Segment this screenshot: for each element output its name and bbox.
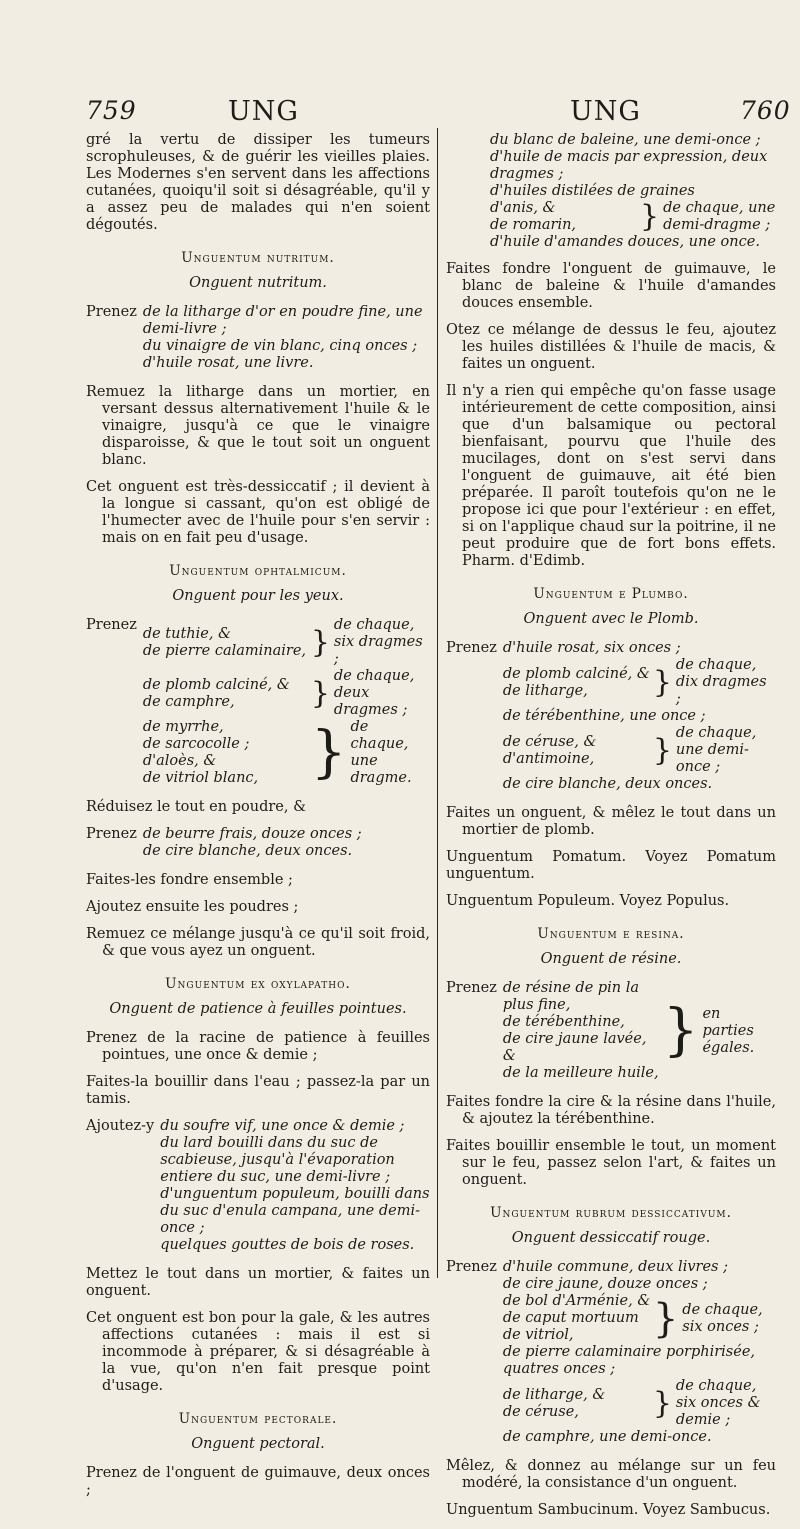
recipe bbox=[86, 1118, 430, 1254]
ingredient: de résine de pin la plus fine, bbox=[502, 980, 640, 1013]
ingredient: de vitriol blanc, bbox=[142, 770, 259, 786]
section-title: Unguentum ophtalmicum. bbox=[169, 563, 347, 579]
group-quantity: de chaque, six onces & demie ; bbox=[675, 1378, 761, 1428]
group-quantity: de chaque, une demi-once ; bbox=[675, 725, 757, 775]
ingredient: quelques gouttes de bois de roses. bbox=[160, 1237, 415, 1253]
ingredient: de litharge, & bbox=[502, 1386, 606, 1403]
recipe bbox=[86, 826, 430, 860]
ingredient: d'huile commune, deux livres ; bbox=[502, 1259, 728, 1275]
ingredient-group bbox=[503, 657, 776, 708]
recipe-lead: Prenez bbox=[86, 617, 137, 633]
brace: } bbox=[652, 732, 672, 768]
group-quantity: de chaque, dix dragmes ; bbox=[675, 657, 767, 707]
ingredient: de cire jaune lavée, & bbox=[502, 1031, 647, 1064]
column-divider bbox=[437, 128, 438, 1278]
ingredient-group bbox=[143, 719, 430, 787]
section-title: Unguentum ex oxylapatho. bbox=[165, 976, 351, 992]
group-quantity: de chaque, six onces ; bbox=[682, 1301, 763, 1335]
ingredient: de sarcocolle ; bbox=[142, 736, 250, 752]
ingredient-group bbox=[143, 617, 430, 668]
section-subtitle: Onguent de résine. bbox=[540, 951, 682, 967]
recipe-continuation bbox=[446, 132, 776, 251]
ingredient: de litharge, bbox=[502, 682, 588, 699]
ingredient: de térébenthine, bbox=[502, 1014, 625, 1030]
ingredient: de pierre calaminaire, bbox=[142, 642, 307, 659]
paragraph: Faites un onguent, & mêlez le tout dans un mortier de plomb. bbox=[446, 805, 776, 838]
recipe-lead: Ajoutez-y bbox=[86, 1118, 155, 1134]
paragraph: Ajoutez ensuite les poudres ; bbox=[86, 899, 299, 915]
paragraph: Faites-les fondre ensemble ; bbox=[86, 872, 293, 888]
ingredient: de plomb calciné, & bbox=[502, 665, 650, 682]
ingredient: du soufre vif, une once & demie ; bbox=[160, 1118, 405, 1134]
recipe bbox=[86, 304, 430, 372]
group-quantity: de chaque, six dragmes ; bbox=[333, 617, 423, 667]
recipe bbox=[446, 640, 776, 793]
paragraph: Remuez la litharge dans un mortier, en versant dessus alternativement l'huile & le vinaigre, jusqu'à ce que le vinaigre disparoisse, & que le tout soit un onguent blanc. bbox=[86, 384, 430, 468]
section-subtitle: Onguent de patience à feuilles pointues. bbox=[109, 1001, 407, 1017]
left-column bbox=[86, 132, 430, 1509]
section-subtitle: Onguent avec le Plomb. bbox=[523, 611, 699, 627]
ingredient: de pierre calaminaire porphirisée, quatres onces ; bbox=[502, 1344, 756, 1377]
cross-reference: Unguentum Pomatum. Voyez Pomatum unguentum. bbox=[446, 849, 776, 882]
section-title: Unguentum e Plumbo. bbox=[533, 586, 689, 602]
ingredient-group bbox=[490, 200, 776, 234]
ingredient: de cire blanche, deux onces. bbox=[502, 776, 713, 792]
ingredient: de cire blanche, deux onces. bbox=[142, 843, 353, 859]
paragraph: Il n'y a rien qui empêche qu'on fasse usage intérieurement de cette composition, ainsi que d'un balsamique ou pectoral bienfaisant, pourvu que l'huile des mucilages, dont on s'est servi dans l'onguent de guimauve, ait été bien préparée. Il paroît toutefois qu'on ne le propose ici que pour l'extérieur : en effet, si on l'applique chaud sur la poitrine, il ne peut produire que de fort bons effets. Pharm. d'Edimb. bbox=[446, 383, 776, 569]
ingredient: de plomb calciné, & bbox=[142, 676, 290, 693]
brace: } bbox=[310, 675, 330, 711]
ingredient: d'huile d'amandes douces, une once. bbox=[490, 234, 760, 250]
recipe-lead: Prenez bbox=[86, 304, 137, 320]
ingredient: d'antimoine, bbox=[502, 750, 595, 767]
recipe bbox=[446, 980, 776, 1082]
brace: } bbox=[310, 624, 330, 660]
recipe bbox=[86, 617, 430, 787]
ingredient: de tuthie, & bbox=[142, 625, 231, 642]
ingredient: d'huile rosat, une livre. bbox=[142, 355, 314, 371]
ingredient: d'huiles distilées de graines bbox=[490, 183, 695, 199]
ingredient: de romarin, bbox=[490, 217, 577, 233]
ingredient: de caput mortuum de vitriol, bbox=[502, 1310, 639, 1343]
recipe-lead: Prenez bbox=[446, 1259, 497, 1275]
section-title: Unguentum rubrum dessiccativum. bbox=[490, 1205, 732, 1221]
section-subtitle: Onguent dessiccatif rouge. bbox=[511, 1230, 711, 1246]
brace: } bbox=[310, 720, 347, 785]
brace: } bbox=[662, 998, 699, 1063]
ingredient: de bol d'Arménie, & bbox=[502, 1293, 651, 1309]
group-quantity: de chaque, une dragme. bbox=[350, 719, 412, 786]
paragraph: Faites-la bouillir dans l'eau ; passez-la par un tamis. bbox=[86, 1074, 430, 1107]
ingredient: du blanc de baleine, une demi-once ; bbox=[490, 132, 761, 148]
ingredient: d'aloès, & bbox=[142, 753, 217, 769]
paragraph: gré la vertu de dissiper les tumeurs scrophuleuses, & de guérir les vieilles plaies. Les Modernes s'en servent dans les affections cutanées, quoiqu'il soit si désagréable, qu'il y a assez peu de malades qui n'en soient dégoutés. bbox=[86, 132, 430, 233]
ingredient: de la meilleure huile, bbox=[502, 1065, 659, 1081]
ingredient: de camphre, bbox=[142, 693, 235, 710]
left-running-head: UNG bbox=[228, 96, 299, 127]
ingredient-group bbox=[503, 1378, 776, 1429]
brace: } bbox=[652, 1385, 672, 1421]
ingredient: du vinaigre de vin blanc, cinq onces ; bbox=[142, 338, 418, 354]
ingredient: d'huile de macis par expression, deux dragmes ; bbox=[490, 149, 768, 182]
section-subtitle: Onguent pour les yeux. bbox=[172, 588, 344, 604]
cross-reference: Unguentum Sambucinum. Voyez Sambucus. bbox=[446, 1502, 771, 1518]
ingredient: de térébenthine, une once ; bbox=[502, 708, 706, 724]
cross-reference: Unguentum Populeum. Voyez Populus. bbox=[446, 893, 730, 909]
ingredient: d'anis, & bbox=[490, 200, 556, 216]
ingredient-group bbox=[143, 668, 430, 719]
brace: } bbox=[652, 664, 672, 700]
recipe bbox=[446, 1259, 776, 1446]
right-page-number: 760 bbox=[740, 96, 791, 125]
recipe-lead: Prenez bbox=[446, 980, 497, 996]
section-title: Unguentum nutritum. bbox=[181, 250, 335, 266]
paragraph: Remuez ce mélange jusqu'à ce qu'il soit froid, & que vous ayez un onguent. bbox=[86, 926, 430, 959]
section-subtitle: Onguent nutritum. bbox=[189, 275, 327, 291]
group-quantity: de chaque, une demi-dragme ; bbox=[663, 200, 776, 233]
paragraph: Cet onguent est très-dessiccatif ; il devient à la longue si cassant, qu'on est obligé de l'humecter avec de l'huile pour s'en servir : mais on en fait peu d'usage. bbox=[86, 479, 430, 546]
paragraph: Cet onguent est bon pour la gale, & les autres affections cutanées : mais il est si incommode à préparer, & si désagréable à la vue, qu'on n'en fait presque point d'usage. bbox=[86, 1310, 430, 1394]
ingredient: de la litharge d'or en poudre fine, une demi-livre ; bbox=[142, 304, 423, 337]
group-quantity: de chaque, deux dragmes ; bbox=[333, 668, 415, 718]
paragraph: Réduisez le tout en poudre, & bbox=[86, 799, 306, 815]
ingredient: du lard bouilli dans du suc de scabieuse, jusqu'à l'évaporation entiere du suc, une demi-livre ; bbox=[160, 1135, 395, 1185]
paragraph: Prenez de l'onguent de guimauve, deux onces ; bbox=[86, 1465, 430, 1498]
paragraph: Faites fondre l'onguent de guimauve, le blanc de baleine & l'huile d'amandes douces ensemble. bbox=[446, 261, 776, 311]
paragraph: Faites bouillir ensemble le tout, un moment sur le feu, passez selon l'art, & faites un onguent. bbox=[446, 1138, 776, 1188]
ingredient-group bbox=[503, 1293, 776, 1344]
ingredient-group bbox=[503, 725, 776, 776]
recipe-lead: Prenez bbox=[86, 826, 137, 842]
brace: } bbox=[652, 1295, 679, 1342]
paragraph: Otez ce mélange de dessus le feu, ajoutez les huiles distillées & l'huile de macis, & faites un onguent. bbox=[446, 322, 776, 372]
ingredient: de myrrhe, bbox=[142, 719, 224, 735]
ingredient: de camphre, une demi-once. bbox=[502, 1429, 712, 1445]
paragraph: Mettez le tout dans un mortier, & faites un onguent. bbox=[86, 1266, 430, 1299]
paragraph: Faites fondre la cire & la résine dans l'huile, & ajoutez la térébenthine. bbox=[446, 1094, 776, 1127]
left-page-number: 759 bbox=[86, 96, 137, 125]
brace: } bbox=[640, 199, 660, 234]
ingredient: de cire jaune, douze onces ; bbox=[502, 1276, 708, 1292]
section-title: Unguentum pectorale. bbox=[178, 1411, 338, 1427]
section-title: Unguentum e resina. bbox=[537, 926, 685, 942]
paragraph: Mêlez, & donnez au mélange sur un feu modéré, la consistance d'un onguent. bbox=[446, 1458, 776, 1491]
group-quantity: en parties égales. bbox=[702, 1005, 755, 1056]
recipe-lead: Prenez bbox=[446, 640, 497, 656]
right-column bbox=[446, 132, 776, 1529]
ingredient: de beurre frais, douze onces ; bbox=[142, 826, 362, 842]
ingredient: de céruse, bbox=[502, 1403, 579, 1420]
ingredient: d'unguentum populeum, bouilli dans du suc d'enula campana, une demi-once ; bbox=[160, 1186, 430, 1236]
paragraph: Prenez de la racine de patience à feuilles pointues, une once & demie ; bbox=[86, 1030, 430, 1063]
ingredient: de céruse, & bbox=[502, 733, 597, 750]
section-subtitle: Onguent pectoral. bbox=[191, 1436, 325, 1452]
ingredient: d'huile rosat, six onces ; bbox=[502, 640, 681, 656]
right-running-head: UNG bbox=[570, 96, 641, 127]
ingredient-group bbox=[503, 980, 776, 1082]
